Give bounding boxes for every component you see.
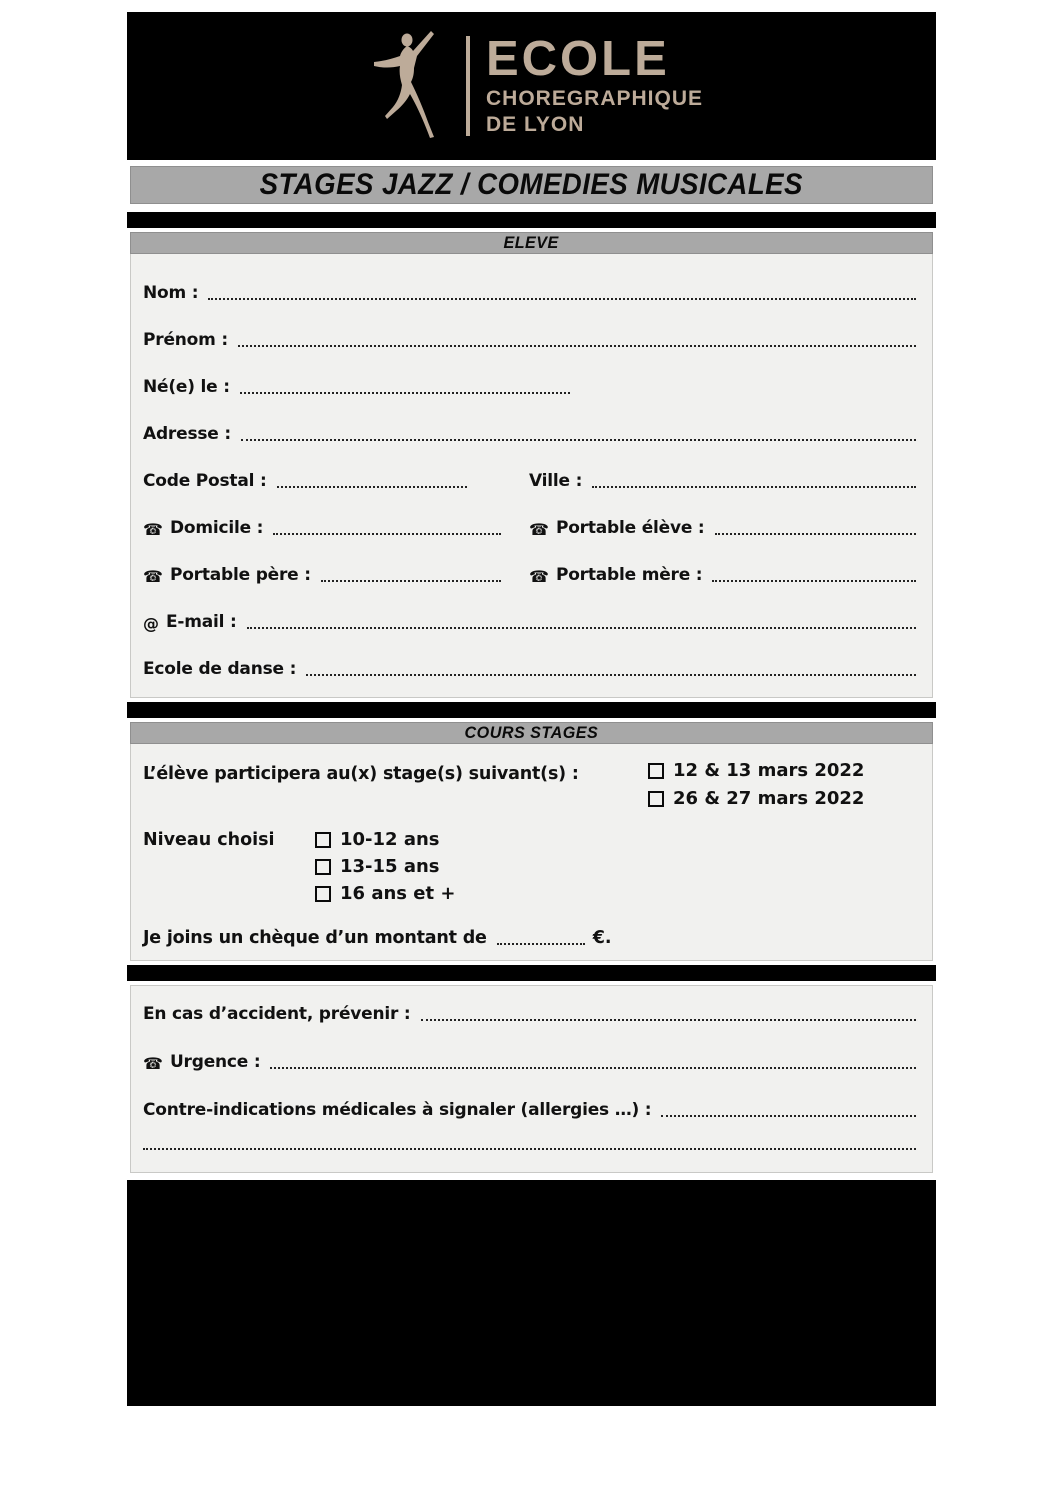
contre-indications-input[interactable] xyxy=(661,1115,916,1117)
portable-eleve-label: Portable élève : xyxy=(555,518,705,538)
phone-icon: ☎ xyxy=(143,1054,163,1073)
niveau-option-1-label: 10-12 ans xyxy=(340,829,440,850)
separator-bar xyxy=(127,702,936,718)
stage-selection-row xyxy=(131,744,932,809)
code-postal-input[interactable] xyxy=(277,486,467,488)
niveau-option-2-label: 13-15 ans xyxy=(340,856,440,877)
ecole-danse-label: Ecole de danse : xyxy=(143,659,297,679)
portable-mere-label: Portable mère : xyxy=(555,565,703,585)
adresse-input[interactable] xyxy=(241,439,916,441)
domicile-input[interactable] xyxy=(273,533,501,535)
contre-indications-label: Contre-indications médicales à signaler (allergies …) : xyxy=(143,1100,652,1120)
ville-input[interactable] xyxy=(592,486,916,488)
row-domicile-portable xyxy=(131,497,932,544)
portable-pere-group xyxy=(143,565,515,585)
domicile-group xyxy=(143,518,515,538)
nom-label: Nom : xyxy=(143,283,199,303)
phone-icon: ☎ xyxy=(143,567,163,586)
form-content xyxy=(127,12,936,1406)
stage-checkbox-2[interactable] xyxy=(648,791,664,807)
row-urgence xyxy=(131,1030,932,1078)
email-input[interactable] xyxy=(247,627,916,629)
cheque-amount-input[interactable] xyxy=(497,943,585,945)
separator-bar xyxy=(127,965,936,981)
stage-options xyxy=(648,760,864,809)
section-urgence xyxy=(130,985,933,1173)
niveau-checkbox-3[interactable] xyxy=(315,886,331,902)
ville-label: Ville : xyxy=(529,471,583,491)
niveau-label: Niveau choisi xyxy=(143,830,275,850)
domicile-label: Domicile : xyxy=(169,518,264,538)
section-header-eleve xyxy=(130,232,933,254)
page-title-banner xyxy=(130,166,933,204)
niveau-checkbox-2[interactable] xyxy=(315,859,331,875)
footer-block xyxy=(127,1180,936,1406)
row-nom xyxy=(131,262,932,309)
logo-header xyxy=(127,12,936,160)
portable-pere-label: Portable père : xyxy=(169,565,311,585)
phone-icon: ☎ xyxy=(529,567,549,586)
row-email xyxy=(131,591,932,638)
row-accident xyxy=(131,986,932,1030)
cheque-label: Je joins un chèque d’un montant de xyxy=(143,928,487,948)
contre-indications-input-line2[interactable] xyxy=(143,1148,916,1150)
stage-intro-label: L’élève participera au(x) stage(s) suivant(s) : xyxy=(143,764,579,784)
row-contre-indications xyxy=(131,1078,932,1126)
cheque-row xyxy=(131,904,932,948)
niveau-option-2 xyxy=(315,856,455,877)
prenom-input[interactable] xyxy=(238,345,916,347)
ne-le-label: Né(e) le : xyxy=(143,377,230,397)
section-header-eleve-label: ELEVE xyxy=(503,233,560,252)
logo-divider xyxy=(466,36,470,136)
portable-eleve-input[interactable] xyxy=(715,533,916,535)
row-cp-ville xyxy=(131,450,932,497)
adresse-label: Adresse : xyxy=(143,424,231,444)
niveau-options xyxy=(315,829,455,904)
niveau-option-1 xyxy=(315,829,455,850)
email-label: E-mail : xyxy=(166,612,237,632)
section-header-cours xyxy=(130,722,933,744)
row-prenom xyxy=(131,309,932,356)
ecole-danse-input[interactable] xyxy=(306,674,916,676)
ville-group xyxy=(529,471,916,491)
logo-subtitle-line1: CHOREGRAPHIQUE xyxy=(485,87,704,110)
urgence-input[interactable] xyxy=(270,1067,916,1069)
stage-option-2-label: 26 & 27 mars 2022 xyxy=(673,788,865,809)
logo-text xyxy=(485,32,704,137)
accident-label: En cas d’accident, prévenir : xyxy=(143,1004,411,1024)
stage-option-2 xyxy=(648,788,864,809)
phone-icon: ☎ xyxy=(143,520,163,539)
urgence-label: Urgence : xyxy=(169,1052,261,1072)
portable-pere-input[interactable] xyxy=(321,580,501,582)
niveau-option-3-label: 16 ans et + xyxy=(340,883,456,904)
stage-option-1 xyxy=(648,760,864,781)
stage-option-1-label: 12 & 13 mars 2022 xyxy=(673,760,865,781)
at-icon: @ xyxy=(143,614,159,633)
accident-input[interactable] xyxy=(421,1019,916,1021)
stage-checkbox-1[interactable] xyxy=(648,763,664,779)
prenom-label: Prénom : xyxy=(143,330,228,350)
section-eleve xyxy=(130,254,933,698)
portable-eleve-group xyxy=(529,518,916,538)
niveau-selection-row xyxy=(131,809,932,904)
portable-mere-input[interactable] xyxy=(712,580,916,582)
row-ecole-danse xyxy=(131,638,932,685)
logo-title: ECOLE xyxy=(485,32,670,86)
section-header-cours-label: COURS STAGES xyxy=(464,723,599,742)
ne-le-input[interactable] xyxy=(240,392,570,394)
code-postal-label: Code Postal : xyxy=(143,471,267,491)
phone-icon: ☎ xyxy=(529,520,549,539)
row-adresse xyxy=(131,403,932,450)
school-logo xyxy=(360,26,703,146)
section-cours xyxy=(130,744,933,961)
niveau-option-3 xyxy=(315,883,455,904)
cheque-currency-label: €. xyxy=(592,928,612,948)
page-title: STAGES JAZZ / COMEDIES MUSICALES xyxy=(259,168,804,201)
niveau-checkbox-1[interactable] xyxy=(315,832,331,848)
nom-input[interactable] xyxy=(208,298,916,300)
separator-bar xyxy=(127,212,936,228)
dancer-icon xyxy=(360,30,452,142)
portable-mere-group xyxy=(529,565,916,585)
row-portables-parents xyxy=(131,544,932,591)
logo-subtitle-line2: DE LYON xyxy=(485,113,585,136)
row-ne-le xyxy=(131,356,932,403)
code-postal-group xyxy=(143,471,515,491)
